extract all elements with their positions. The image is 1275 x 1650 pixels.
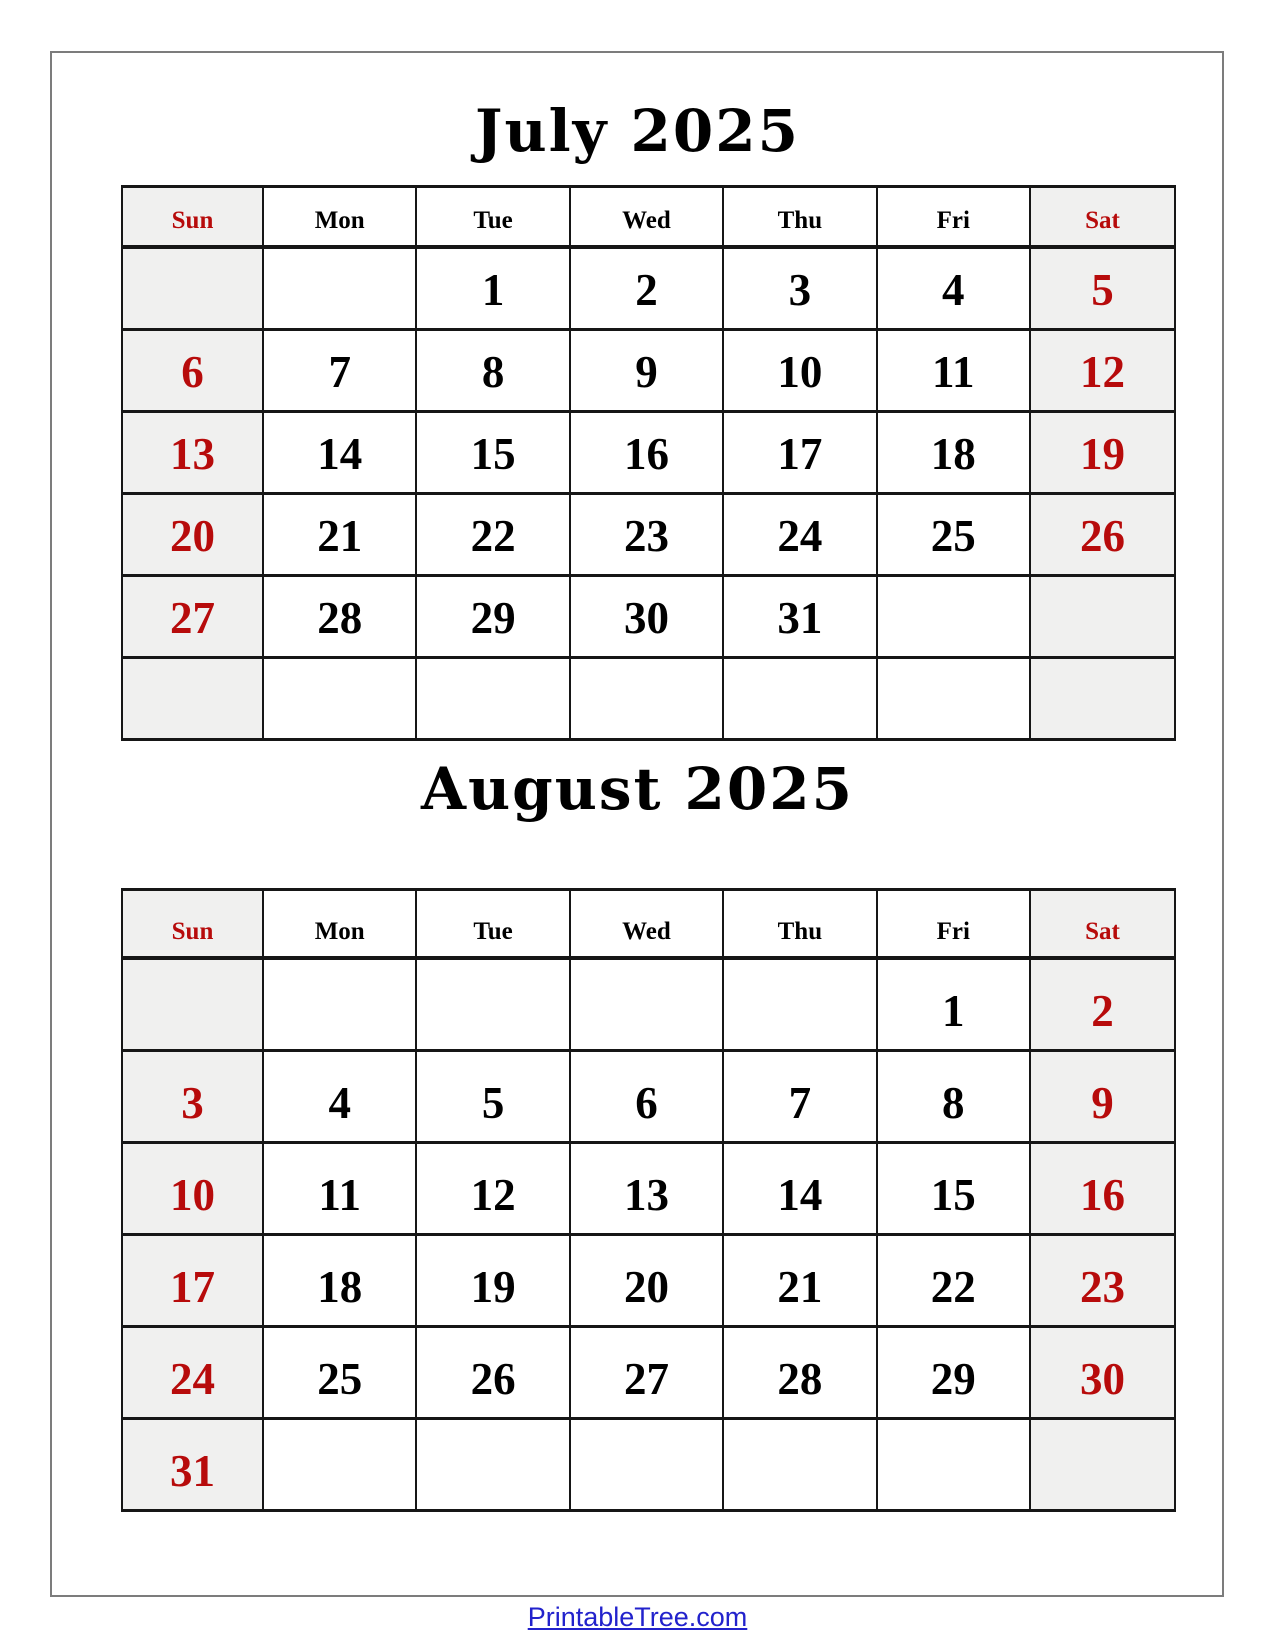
day-cell-22: 22 xyxy=(877,1235,1030,1327)
weekday-header-row xyxy=(122,890,1175,959)
day-cell-19: 19 xyxy=(1030,412,1175,494)
day-cell-16: 16 xyxy=(570,412,723,494)
day-cell-3: 3 xyxy=(723,247,876,330)
day-cell-20: 20 xyxy=(122,494,263,576)
day-cell-8: 8 xyxy=(416,330,569,412)
day-cell-23: 23 xyxy=(1030,1235,1175,1327)
day-cell-empty xyxy=(877,658,1030,740)
day-cell-5: 5 xyxy=(416,1051,569,1143)
week-row xyxy=(122,1327,1175,1419)
week-row xyxy=(122,958,1175,1051)
calendar-grid-august xyxy=(121,888,1176,1512)
day-cell-29: 29 xyxy=(877,1327,1030,1419)
weekday-header-wed: Wed xyxy=(570,187,723,248)
day-cell-1: 1 xyxy=(877,958,1030,1051)
day-cell-empty xyxy=(263,1419,416,1511)
weekday-header-row xyxy=(122,187,1175,248)
day-cell-15: 15 xyxy=(416,412,569,494)
day-cell-9: 9 xyxy=(570,330,723,412)
weekday-header-mon: Mon xyxy=(263,890,416,959)
day-cell-11: 11 xyxy=(877,330,1030,412)
day-cell-22: 22 xyxy=(416,494,569,576)
day-cell-empty xyxy=(416,658,569,740)
day-cell-31: 31 xyxy=(723,576,876,658)
week-row xyxy=(122,1419,1175,1511)
weekday-header-thu: Thu xyxy=(723,890,876,959)
day-cell-27: 27 xyxy=(570,1327,723,1419)
day-cell-empty xyxy=(122,247,263,330)
day-cell-29: 29 xyxy=(416,576,569,658)
week-row xyxy=(122,576,1175,658)
day-cell-28: 28 xyxy=(263,576,416,658)
week-row xyxy=(122,1051,1175,1143)
day-cell-12: 12 xyxy=(416,1143,569,1235)
day-cell-20: 20 xyxy=(570,1235,723,1327)
calendar-title-august: August 2025 xyxy=(421,755,854,823)
weekday-header-fri: Fri xyxy=(877,890,1030,959)
day-cell-2: 2 xyxy=(1030,958,1175,1051)
day-cell-5: 5 xyxy=(1030,247,1175,330)
day-cell-empty xyxy=(416,958,569,1051)
day-cell-empty xyxy=(122,958,263,1051)
day-cell-10: 10 xyxy=(122,1143,263,1235)
day-cell-14: 14 xyxy=(723,1143,876,1235)
day-cell-empty xyxy=(877,576,1030,658)
day-cell-24: 24 xyxy=(122,1327,263,1419)
day-cell-8: 8 xyxy=(877,1051,1030,1143)
day-cell-21: 21 xyxy=(723,1235,876,1327)
day-cell-empty xyxy=(723,1419,876,1511)
day-cell-empty xyxy=(723,658,876,740)
day-cell-10: 10 xyxy=(723,330,876,412)
day-cell-17: 17 xyxy=(122,1235,263,1327)
day-cell-2: 2 xyxy=(570,247,723,330)
day-cell-empty xyxy=(122,658,263,740)
day-cell-21: 21 xyxy=(263,494,416,576)
day-cell-25: 25 xyxy=(877,494,1030,576)
day-cell-30: 30 xyxy=(570,576,723,658)
day-cell-13: 13 xyxy=(570,1143,723,1235)
week-row xyxy=(122,412,1175,494)
calendar-title-july: July 2025 xyxy=(475,97,800,165)
weekday-header-tue: Tue xyxy=(416,890,569,959)
day-cell-empty xyxy=(263,958,416,1051)
day-cell-7: 7 xyxy=(723,1051,876,1143)
day-cell-28: 28 xyxy=(723,1327,876,1419)
day-cell-13: 13 xyxy=(122,412,263,494)
weekday-header-sat: Sat xyxy=(1030,890,1175,959)
weekday-header-sat: Sat xyxy=(1030,187,1175,248)
footer-link[interactable]: PrintableTree.com xyxy=(527,1602,748,1632)
day-cell-24: 24 xyxy=(723,494,876,576)
day-cell-empty xyxy=(263,247,416,330)
calendar-grid-july xyxy=(121,185,1176,741)
day-cell-23: 23 xyxy=(570,494,723,576)
day-cell-12: 12 xyxy=(1030,330,1175,412)
week-row xyxy=(122,1235,1175,1327)
day-cell-6: 6 xyxy=(122,330,263,412)
day-cell-16: 16 xyxy=(1030,1143,1175,1235)
day-cell-17: 17 xyxy=(723,412,876,494)
day-cell-empty xyxy=(416,1419,569,1511)
day-cell-empty xyxy=(877,1419,1030,1511)
day-cell-empty xyxy=(723,958,876,1051)
day-cell-7: 7 xyxy=(263,330,416,412)
day-cell-3: 3 xyxy=(122,1051,263,1143)
weekday-header-fri: Fri xyxy=(877,187,1030,248)
day-cell-6: 6 xyxy=(570,1051,723,1143)
day-cell-empty xyxy=(570,1419,723,1511)
day-cell-4: 4 xyxy=(877,247,1030,330)
day-cell-1: 1 xyxy=(416,247,569,330)
day-cell-27: 27 xyxy=(122,576,263,658)
day-cell-30: 30 xyxy=(1030,1327,1175,1419)
day-cell-15: 15 xyxy=(877,1143,1030,1235)
weekday-header-thu: Thu xyxy=(723,187,876,248)
day-cell-26: 26 xyxy=(416,1327,569,1419)
day-cell-empty xyxy=(570,658,723,740)
day-cell-18: 18 xyxy=(263,1235,416,1327)
day-cell-empty xyxy=(263,658,416,740)
weekday-header-tue: Tue xyxy=(416,187,569,248)
weekday-header-mon: Mon xyxy=(263,187,416,248)
day-cell-empty xyxy=(1030,576,1175,658)
page-footer xyxy=(0,1602,1275,1633)
week-row xyxy=(122,247,1175,330)
weekday-header-sun: Sun xyxy=(122,187,263,248)
day-cell-26: 26 xyxy=(1030,494,1175,576)
day-cell-19: 19 xyxy=(416,1235,569,1327)
day-cell-empty xyxy=(1030,1419,1175,1511)
day-cell-4: 4 xyxy=(263,1051,416,1143)
weekday-header-wed: Wed xyxy=(570,890,723,959)
day-cell-25: 25 xyxy=(263,1327,416,1419)
weekday-header-sun: Sun xyxy=(122,890,263,959)
week-row xyxy=(122,658,1175,740)
day-cell-9: 9 xyxy=(1030,1051,1175,1143)
day-cell-empty xyxy=(1030,658,1175,740)
day-cell-14: 14 xyxy=(263,412,416,494)
day-cell-31: 31 xyxy=(122,1419,263,1511)
day-cell-11: 11 xyxy=(263,1143,416,1235)
day-cell-18: 18 xyxy=(877,412,1030,494)
day-cell-empty xyxy=(570,958,723,1051)
week-row xyxy=(122,330,1175,412)
week-row xyxy=(122,1143,1175,1235)
week-row xyxy=(122,494,1175,576)
